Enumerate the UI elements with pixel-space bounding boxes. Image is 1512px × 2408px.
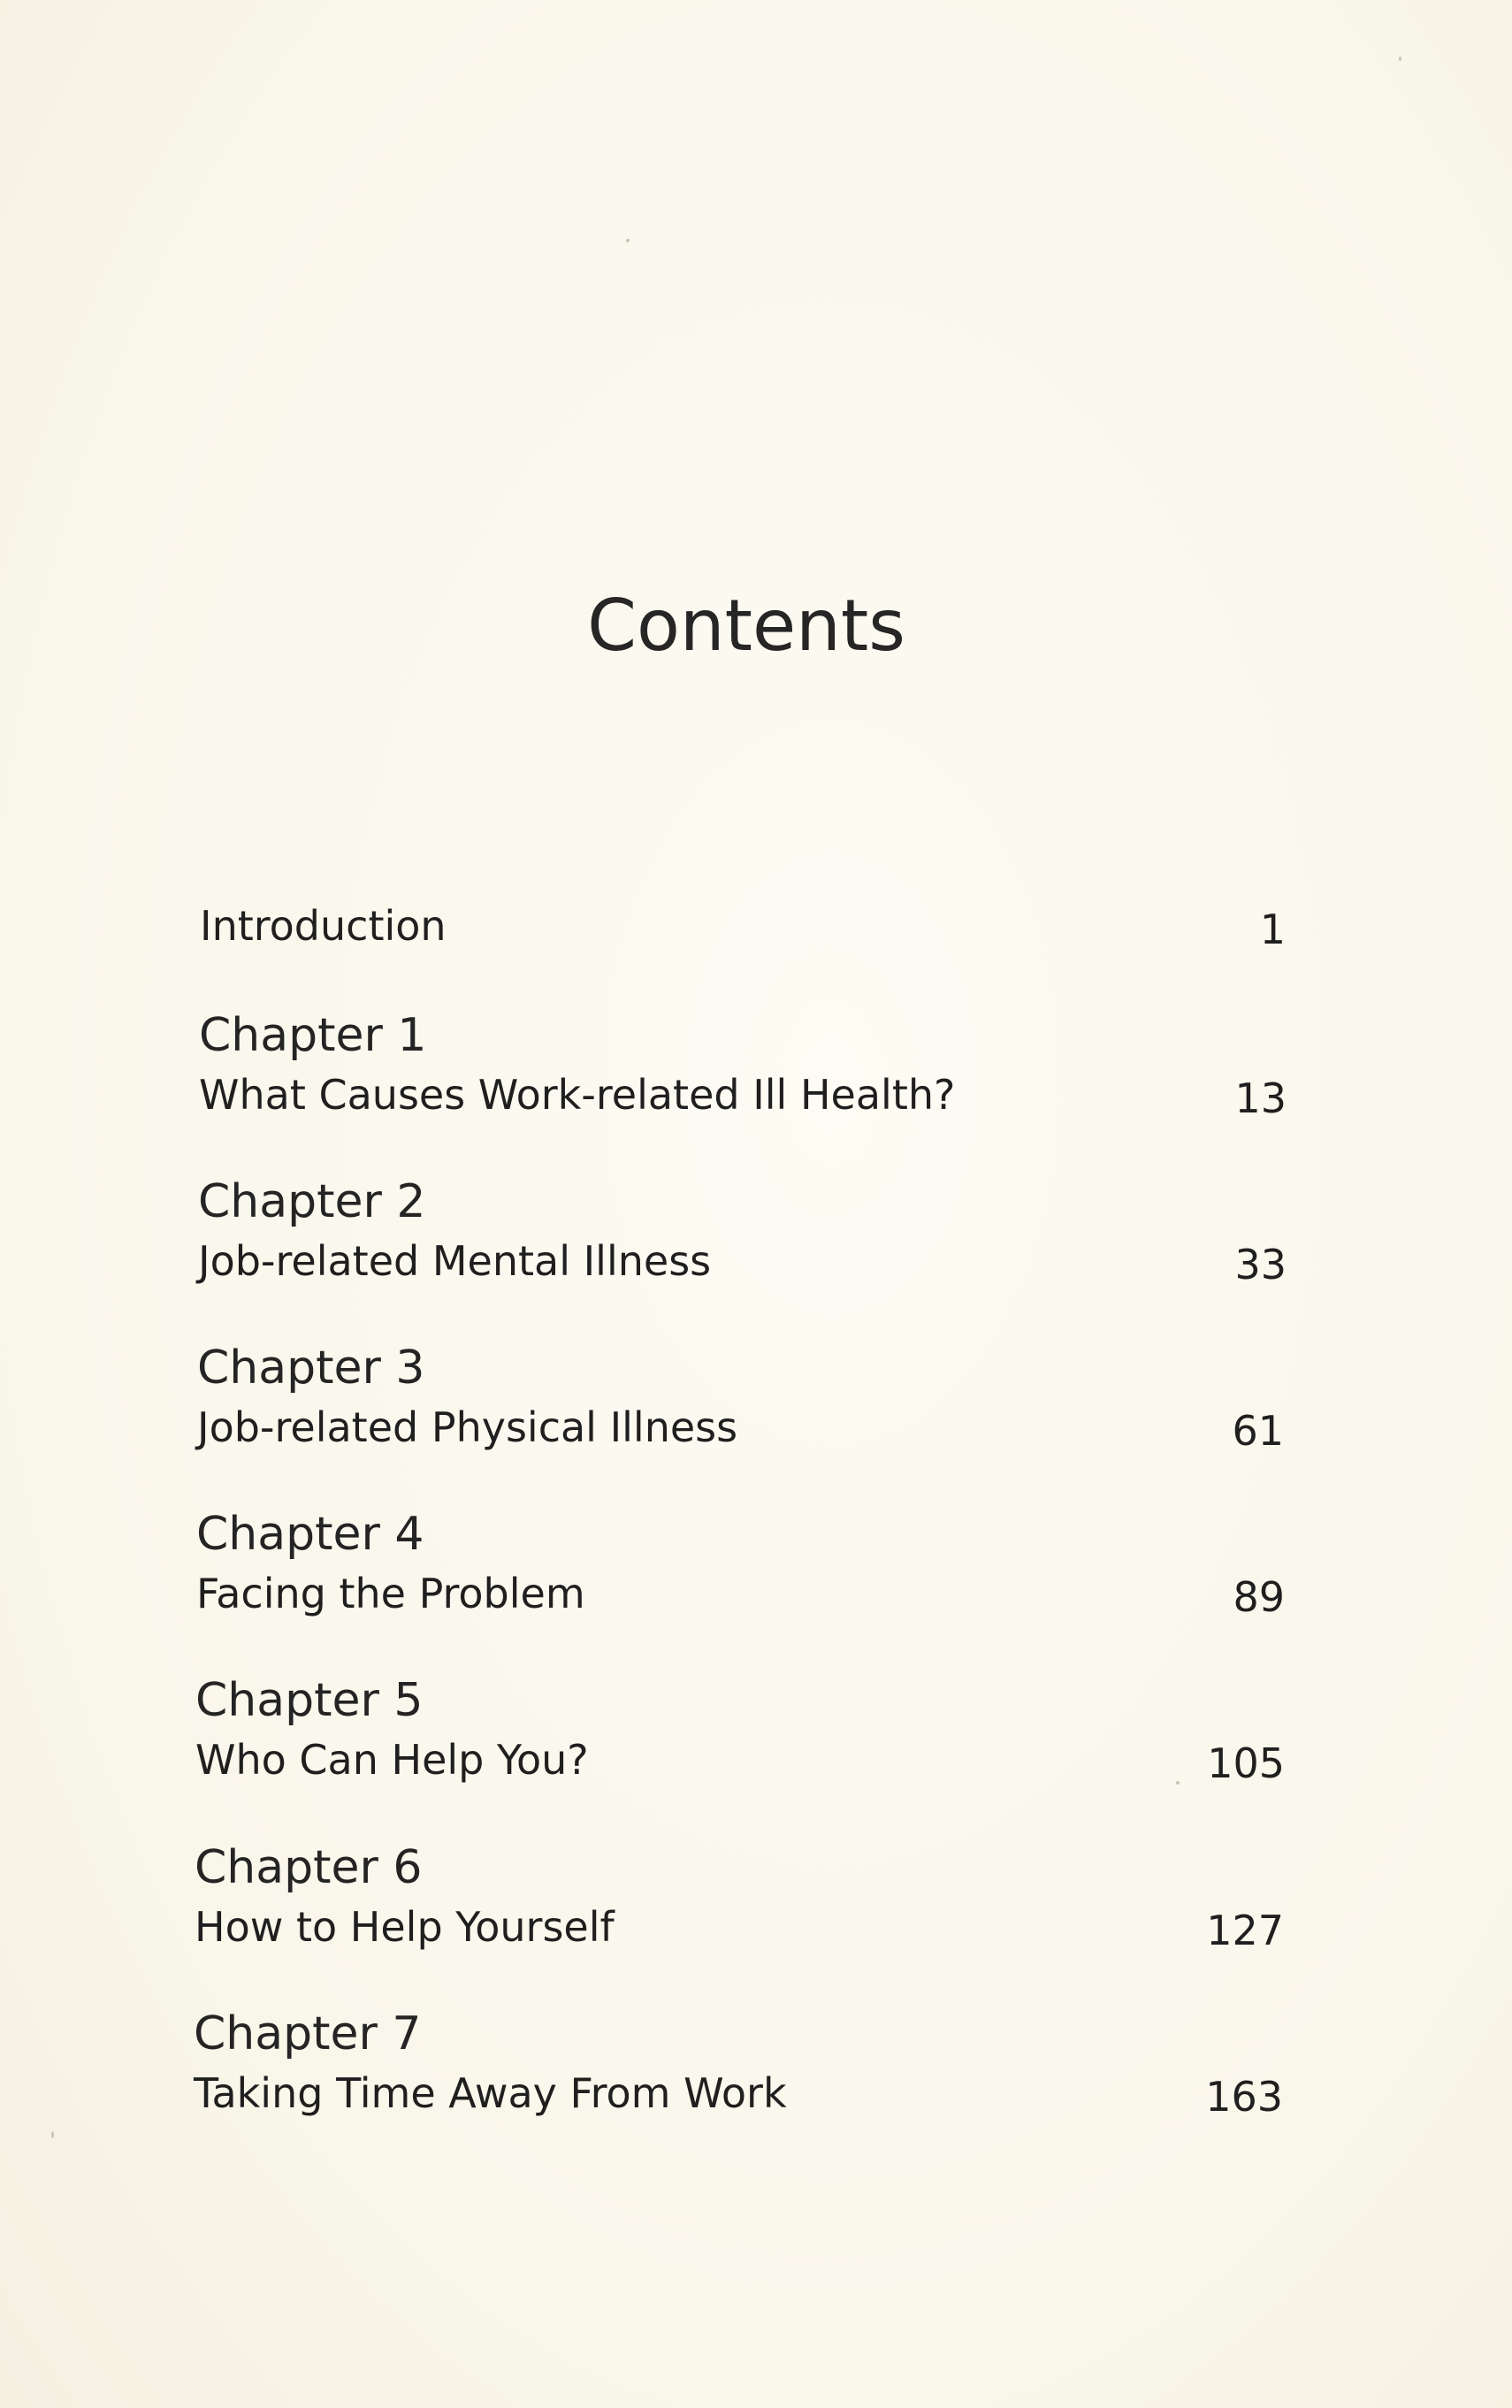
paper-speck [1176,1781,1180,1785]
toc-entry-title: How to Help Yourself [195,1903,615,1951]
paper-speck [51,2131,54,2138]
toc-entry-title: Job-related Mental Illness [198,1237,712,1285]
toc-entry-chapter-2 [198,1175,1287,1288]
toc-entry-title: Introduction [200,902,447,950]
toc-chapter-label: Chapter 5 [195,1674,424,1727]
toc-chapter-label: Chapter 4 [196,1508,424,1561]
toc-chapter-label: Chapter 7 [194,2007,422,2060]
toc-entry-chapter-3 [197,1342,1284,1455]
toc-entry-chapter-4 [196,1508,1285,1621]
toc-entry-title: Job-related Physical Illness [197,1403,738,1451]
contents-heading: Contents [587,585,905,667]
toc-entry-chapter-1 [199,1009,1287,1122]
toc-entry-chapter-5 [195,1674,1285,1787]
toc-entry-page: 105 [1207,1739,1285,1787]
toc-entry-title: What Causes Work-related Ill Health? [199,1071,956,1119]
toc-chapter-label: Chapter 2 [198,1175,426,1228]
toc-entry-page: 13 [1234,1074,1287,1122]
paper-speck [626,239,630,242]
toc-entry-title: Who Can Help You? [195,1736,589,1784]
toc-entry-page: 163 [1205,2073,1283,2121]
toc-entry-page: 33 [1234,1241,1287,1288]
toc-entry-chapter-7 [194,2007,1283,2121]
toc-entry-title: Facing the Problem [196,1570,585,1617]
toc-chapter-label: Chapter 3 [197,1342,425,1395]
toc-entry-page: 61 [1232,1407,1284,1455]
toc-entry-page: 89 [1233,1573,1285,1621]
toc-entry-chapter-6 [195,1841,1284,1954]
paper-speck [1399,57,1401,61]
toc-entry-page: 127 [1206,1907,1284,1954]
toc-chapter-label: Chapter 6 [195,1841,423,1894]
toc-chapter-label: Chapter 1 [199,1009,427,1062]
toc-entry-title: Taking Time Away From Work [194,2069,787,2117]
toc-entry-page: 1 [1259,906,1286,953]
